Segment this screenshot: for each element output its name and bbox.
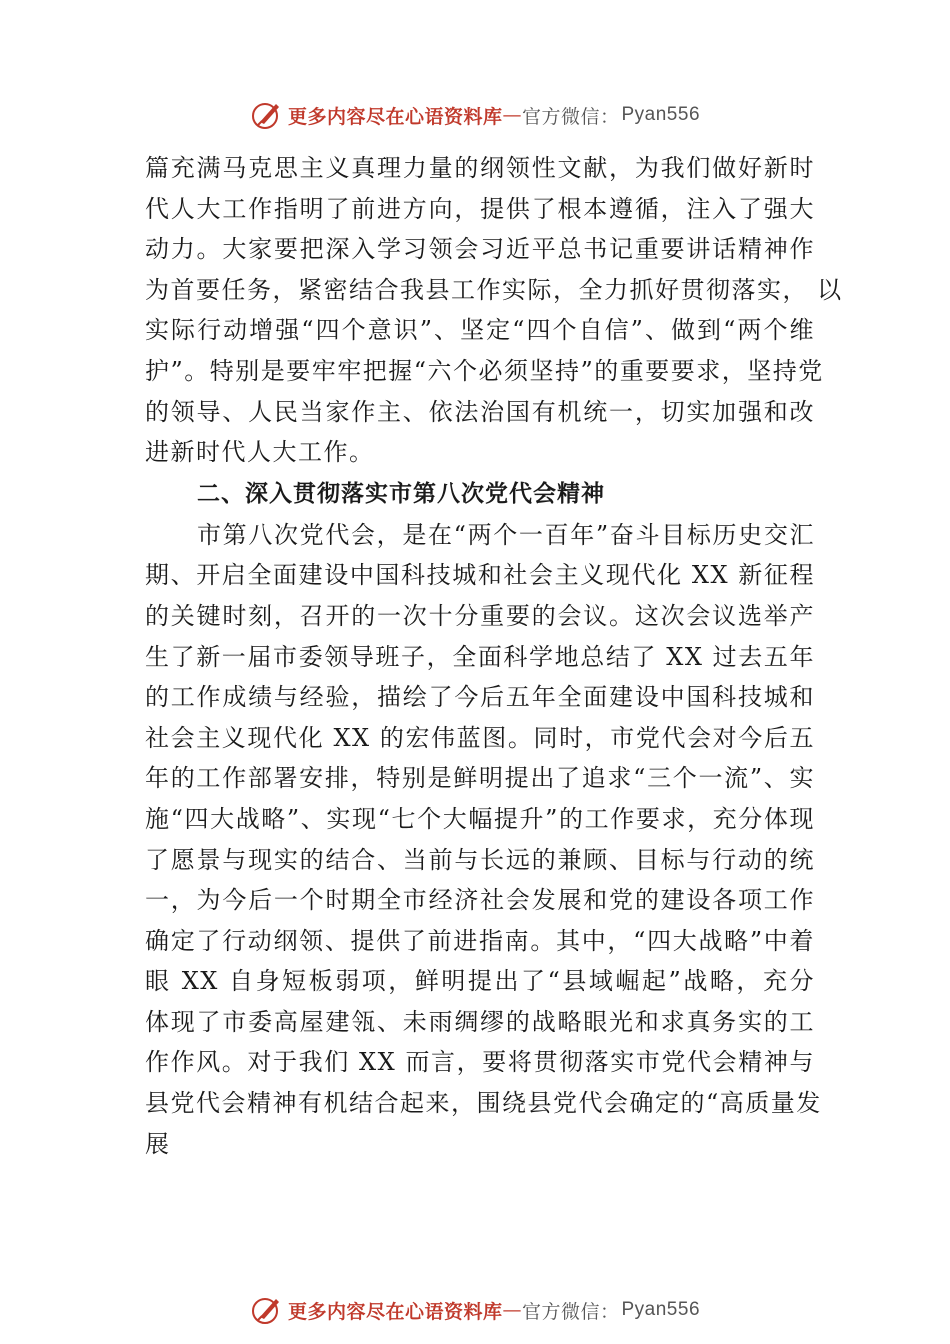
body-line: 进新时代人大工作。 [145,438,375,467]
body-line: 了愿景与现实的结合、当前与长远的兼顾、目标与行动的统 [145,845,815,874]
footer-watermark [0,1290,950,1330]
watermark-label: 官方微信： [521,105,620,128]
body-line: 确定了行动纲领、提供了前进指南。其中，“四大战略”中着 [145,926,815,955]
document-body [145,148,843,1164]
body-line: 作作风。对于我们 XX 而言，要将贯彻落实市党代会精神与 [145,1048,815,1077]
body-line: 期、开启全面建设中国科技城和社会主义现代化 XX 新征程 [145,561,815,590]
body-line: 实际行动增强“四个意识”、坚定“四个自信”、做到“两个维 [145,316,815,345]
header-watermark [0,95,950,135]
body-line: 年的工作部署安排，特别是鲜明提出了追求“三个一流”、实 [145,764,815,793]
body-line: 展 [145,1129,171,1158]
body-line: 眼 XX 自身短板弱项，鲜明提出了“县域崛起”战略，充分 [145,967,815,996]
body-line: 为首要任务，紧密结合我县工作实际，全力抓好贯彻落实， 以 [145,275,843,304]
watermark-account: Pyan556 [621,1299,701,1320]
quill-logo-icon [250,1293,284,1327]
body-line: 的工作成绩与经验，描绘了今后五年全面建设中国科技城和 [145,683,815,712]
watermark-label: 官方微信： [521,1300,620,1323]
body-line: 施“四大战略”、实现“七个大幅提升”的工作要求，充分体现 [145,804,815,833]
body-line: 社会主义现代化 XX 的宏伟蓝图。同时，市党代会对今后五 [145,723,815,752]
body-line: 一，为今后一个时期全市经济社会发展和党的建设各项工作 [145,886,815,915]
watermark-dash: — [502,1299,522,1321]
watermark-brand: 更多内容尽在心语资料库 [287,105,503,128]
watermark-dash: — [502,104,522,126]
body-line: 市第八次党代会，是在“两个一百年”奋斗目标历史交汇 [197,520,815,549]
watermark-account: Pyan556 [621,104,701,125]
body-line: 体现了市委高屋建瓴、未雨绸缪的战略眼光和求真务实的工 [145,1007,815,1036]
quill-logo-icon [250,98,284,132]
body-line: 动力。大家要把深入学习领会习近平总书记重要讲话精神作 [145,235,815,264]
body-line: 县党代会精神有机结合起来，围绕县党代会确定的“高质量发 [145,1089,822,1118]
section-heading: 二、深入贯彻落实市第八次党代会精神 [197,480,605,507]
body-line: 的关键时刻，召开的一次十分重要的会议。这次会议选举产 [145,601,815,630]
body-line: 代人大工作指明了前进方向，提供了根本遵循，注入了强大 [145,194,815,223]
body-line: 护”。特别是要牢牢把握“六个必须坚持”的重要要求，坚持党 [145,356,824,385]
body-line: 篇充满马克思主义真理力量的纲领性文献，为我们做好新时 [145,154,815,182]
body-line: 生了新一届市委领导班子，全面科学地总结了 XX 过去五年 [145,642,815,671]
body-line: 的领导、人民当家作主、依法治国有机统一，切实加强和改 [145,397,815,426]
watermark-brand: 更多内容尽在心语资料库 [287,1300,503,1323]
